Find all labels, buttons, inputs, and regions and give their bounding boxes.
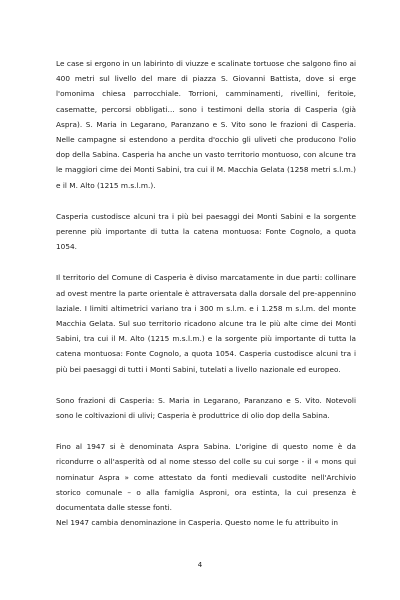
- paragraph-territory: Il territorio del Comune di Casperia è diviso marcatamente in due parti: collinare ad ovest mentre la parte orientale è attraversata dalla dorsale del pre-appennino laziale. I limiti altimetrici variano tra i 300 m s.l.m. e i 1.258 m s.l.m. del monte Macchia Gelata. Sul suo territorio ricadono alcune tra le più alte cime dei Monti Sabini, tra cui il M. Alto (1215 m.s.l.m.) e la sorgente più importante di tutta la catena montuosa: Fonte Cognolo, a quota 1054. Casperia custodisce alcuni tra i più bei paesaggi di tutti i Monti Sabini, tutelati a livello nazionale ed europeo.: [56, 273, 356, 374]
- paragraph-frazioni: Sono frazioni di Casperia: S. Maria in Legarano, Paranzano e S. Vito. Notevoli sono le coltivazioni di ulivi; Casperia è produttrice di olio dop della Sabina.: [56, 395, 356, 421]
- paragraph-name-origin: Fino al 1947 si è denominata Aspra Sabina. L'origine di questo nome è da ricondurre o all'asperità od al nome stesso del colle su cui sorge - il « mons qui nominatur Aspra » come attestato da fonti medievali custodite nell'Archivio storico comunale – o alla famiglia Asproni, ora estinta, la cui presenza è documentata dalle stesse fonti.: [56, 442, 356, 513]
- page-number: 4: [197, 561, 203, 569]
- paragraph-landscapes: Casperia custodisce alcuni tra i più bei paesaggi dei Monti Sabini e la sorgente perenne più importante di tutta la catena montuosa: Fonte Cognolo, a quota 1054.: [56, 211, 356, 252]
- document-body: [56, 56, 356, 530]
- paragraph-name-change: Nel 1947 cambia denominazione in Casperia. Questo nome le fu attribuito in: [56, 518, 338, 528]
- paragraph-history-intro: Le case si ergono in un labirinto di viuzze e scalinate tortuose che salgono fino ai 400 metri sul livello del mare di piazza S. Giovanni Battista, dove si erge l'omonima chiesa parrocchiale. Torrioni, camminamenti, rivellini, feritoie, casematte, percorsi obbligati… sono i testimoni della storia di Casperia (già Aspra). S. Maria in Legarano, Paranzano e S. Vito sono le frazioni di Casperia. Nelle campagne si estendono a perdita d'occhio gli uliveti che producono l'olio dop della Sabina. Casperia ha anche un vasto territorio montuoso, con alcune tra le maggiori cime dei Monti Sabini, tra cui il M. Macchia Gelata (1258 metri s.l.m.) e il M. Alto (1215 m.s.l.m.).: [56, 59, 356, 190]
